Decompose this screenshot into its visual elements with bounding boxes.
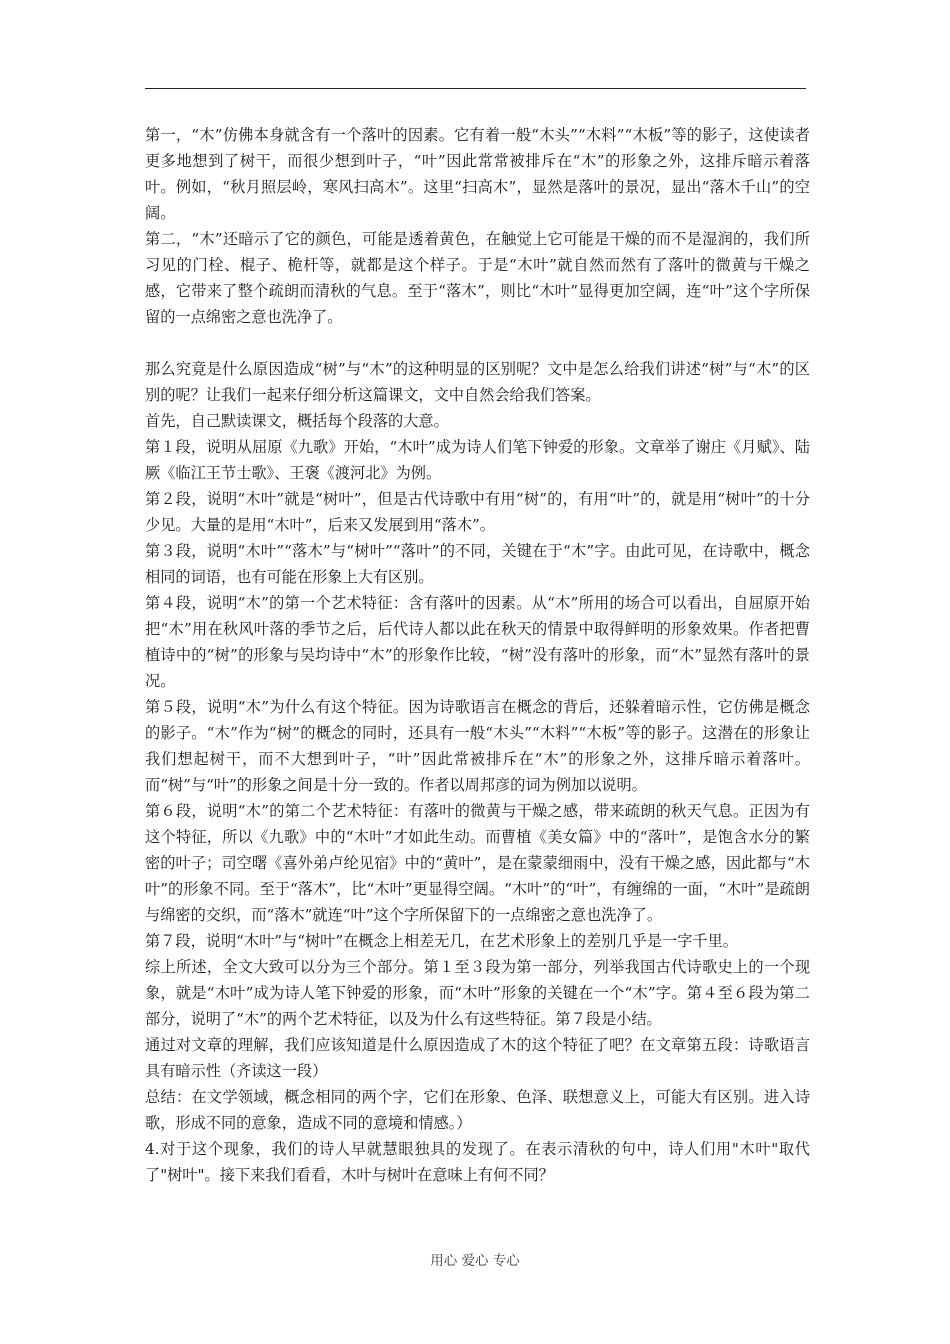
paragraph-5: 第１段，说明从屈原《九歌》开始，“木叶”成为诗人们笔下钟爱的形象。文章举了谢庄《月赋》、陆厥《临江王节士歌》、王褒《渡河北》为例。: [145, 438, 810, 482]
paragraph-7: 第３段，说明“木叶”“落木”与“树叶”“落叶”的不同，关键在于“木”字。由此可见，在诗歌中，概念相同的词语，也有可能在形象上大有区别。: [145, 542, 810, 586]
paragraph-12: 综上所述，全文大致可以分为三个部分。第１至３段为第一部分，列举我国古代诗歌史上的一个现象，就是“木叶”成为诗人笔下钟爱的形象，而“木叶”形象的关键在一个“木”字。第４至６段为第二部分，说明了“木”的两个艺术特征，以及为什么有这些特征。第７段是小结。: [145, 958, 810, 1028]
paragraph-2: 第二，“木”还暗示了它的颜色，可能是透着黄色，在触觉上它可能是干燥的而不是湿润的，我们所习见的门栓、棍子、桅杆等，就都是这个样子。于是“木叶”就自然而然有了落叶的微黄与干燥之感，它带来了整个疏朗而清秋的气息。至于“落木”，则比“木叶”显得更加空阔，连“叶”这个字所保留的一点绵密之意也洗净了。: [145, 230, 810, 326]
paragraph-4: 首先，自己默读课文，概括每个段落的大意。: [145, 412, 449, 430]
paragraph-9: 第５段，说明“木”为什么有这个特征。因为诗歌语言在概念的背后，还躲着暗示性，它仿佛是概念的影子。“木”作为“树”的概念的同时，还具有一般“木头”“木料”“木板”等的影子。这潜在的形象让我们想起树干，而不大想到叶子，“叶”因此常被排斥在“木”的形象之外，这排斥暗示着落叶。而“树”与“叶”的形象之间是十分一致的。作者以周邦彦的词为例加以说明。: [145, 698, 810, 794]
document-body: [145, 122, 810, 1188]
paragraph-15: 4.对于这个现象，我们的诗人早就慧眼独具的发现了。在表示清秋的句中，诗人们用"木叶"取代了"树叶"。接下来我们看看，木叶与树叶在意味上有何不同？: [145, 1140, 810, 1184]
paragraph-10: 第６段，说明“木”的第二个艺术特征：有落叶的微黄与干燥之感，带来疏朗的秋天气息。正因为有这个特征，所以《九歌》中的“木叶”才如此生动。而曹植《美女篇》中的“落叶”，是饱含水分的繁密的叶子；司空曙《喜外弟卢纶见宿》中的“黄叶”，是在蒙蒙细雨中，没有干燥之感，因此都与“木叶”的形象不同。至于“落木”，比“木叶”更显得空阔。“木叶”的“叶”，有缠绵的一面，“木叶”是疏朗与绵密的交织，而“落木”就连“叶”这个字所保留下的一点绵密之意也洗净了。: [145, 802, 810, 924]
paragraph-3: 那么究竟是什么原因造成“树”与“木”的这种明显的区别呢？文中是怎么给我们讲述“树”与“木”的区别的呢？让我们一起来仔细分析这篇课文，文中自然会给我们答案。: [145, 360, 810, 404]
header-rule: [145, 88, 806, 89]
paragraph-8: 第４段，说明“木”的第一个艺术特征：含有落叶的因素。从“木”所用的场合可以看出，自屈原开始把“木”用在秋风叶落的季节之后，后代诗人都以此在秋天的情景中取得鲜明的形象效果。作者把曹植诗中的“树”的形象与吴均诗中“木”的形象作比较，“树”没有落叶的形象，而“木”显然有落叶的景况。: [145, 594, 810, 690]
paragraph-14: 总结：在文学领域，概念相同的两个字，它们在形象、色泽、联想意义上，可能大有区别。进入诗歌，形成不同的意象，造成不同的意境和情感。）: [145, 1088, 810, 1132]
paragraph-13: 通过对文章的理解，我们应该知道是什么原因造成了木的这个特征了吧？在文章第五段：诗歌语言具有暗示性（齐读这一段）: [145, 1036, 810, 1080]
paragraph-6: 第２段，说明“木叶”就是“树叶”，但是古代诗歌中有用“树”的，有用“叶”的，就是用“树叶”的十分少见。大量的是用“木叶”，后来又发展到用“落木”。: [145, 490, 810, 534]
paragraph-1: 第一，“木”仿佛本身就含有一个落叶的因素。它有着一般“木头”“木料”“木板”等的影子，这使读者更多地想到了树干，而很少想到叶子，“叶”因此常常被排斥在“木”的形象之外，这排斥暗示着落叶。例如，“秋月照层岭，寒风扫高木”。这里“扫高木”，显然是落叶的景况，显出“落木千山”的空阔。: [145, 126, 810, 222]
paragraph-11: 第７段，说明“木叶”与“树叶”在概念上相差无几，在艺术形象上的差别几乎是一字千里。: [145, 932, 738, 950]
page-footer: 用心 爱心 专心: [430, 1253, 520, 1269]
blank-line: [145, 330, 810, 356]
